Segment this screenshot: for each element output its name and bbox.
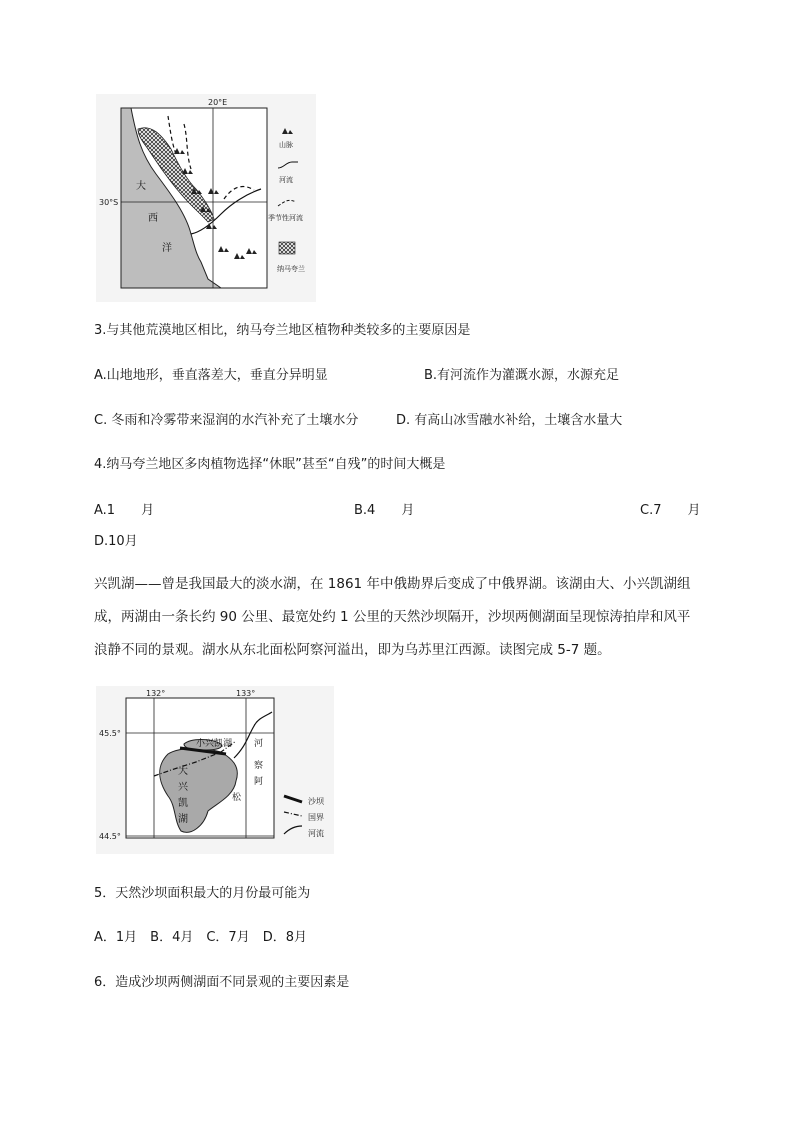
big-lake-char-1: 大 xyxy=(178,766,188,777)
ocean-char-2: 西 xyxy=(148,213,158,224)
q3-stem: 3.与其他荒漠地区相比，纳马夸兰地区植物种类较多的主要原因是 xyxy=(94,323,471,338)
ocean-char-3: 洋 xyxy=(162,243,172,254)
q4-option-a: A.1 月 xyxy=(94,503,155,518)
big-lake-char-3: 凯 xyxy=(178,798,188,809)
map1-legend xyxy=(268,128,305,273)
legend-river-label: 河流 xyxy=(279,176,293,184)
legend-border-label: 国界 xyxy=(308,813,324,822)
legend-seasonal-icon xyxy=(278,200,296,206)
q4-option-d: D.10月 xyxy=(94,534,138,549)
legend-river-icon-2 xyxy=(284,826,302,834)
xingkai-map xyxy=(96,686,334,854)
legend-seasonal-label: 季节性河流 xyxy=(268,214,303,222)
legend-mountain-label: 山脉 xyxy=(279,141,293,149)
legend-border-icon xyxy=(284,812,302,816)
q3-option-c: C. 冬雨和冷雾带来湿润的水汽补充了土壤水分 xyxy=(94,413,359,428)
legend-namaqualand-label: 纳马夸兰 xyxy=(277,265,305,273)
lon-label-132: 132° xyxy=(146,689,166,698)
map2-legend xyxy=(284,796,325,838)
legend-river-label-2: 河流 xyxy=(308,829,324,838)
legend-sandbar-icon xyxy=(284,796,302,802)
river-char-2: 察 xyxy=(254,761,264,771)
lat-label-45-5: 45.5° xyxy=(99,729,121,738)
legend-namaqualand-icon xyxy=(279,242,295,254)
lat-label-44-5: 44.5° xyxy=(99,832,121,841)
legend-mountain-icon xyxy=(282,128,293,134)
legend-river-icon xyxy=(278,162,298,168)
lat-label: 30°S xyxy=(99,198,119,207)
q4-option-b: B.4 月 xyxy=(354,503,415,518)
q4-stem: 4.纳马夸兰地区多肉植物选择“休眠”甚至“自残”的时间大概是 xyxy=(94,457,446,472)
xingkai-map-figure xyxy=(96,686,334,854)
river-char-1: 河 xyxy=(254,739,264,749)
big-lake-char-4: 湖 xyxy=(178,814,188,825)
q3-option-d: D. 有高山冰雪融水补给，土壤含水量大 xyxy=(396,413,623,428)
namaqualand-map-figure xyxy=(96,94,316,302)
big-lake-char-2: 兴 xyxy=(178,782,188,793)
river-char-3: 阿 xyxy=(254,777,264,787)
q3-option-a: A.山地地形，垂直落差大，垂直分异明显 xyxy=(94,368,328,383)
lon-label: 20°E xyxy=(208,98,228,107)
lon-label-133: 133° xyxy=(236,689,256,698)
ocean-char-1: 大 xyxy=(136,181,146,192)
q6-stem: 6．造成沙坝两侧湖面不同景观的主要因素是 xyxy=(94,975,350,990)
legend-sandbar-label: 沙坝 xyxy=(308,797,324,806)
q5-options: A．1月 B．4月 C．7月 D．8月 xyxy=(94,930,307,945)
q5-stem: 5．天然沙坝面积最大的月份最可能为 xyxy=(94,886,311,901)
q3-option-b: B.有河流作为灌溉水源，水源充足 xyxy=(424,368,620,383)
namaqualand-map xyxy=(96,94,316,302)
small-lake-label: 小兴凯湖 xyxy=(196,739,233,749)
q4-option-c: C.7 月 xyxy=(640,503,701,518)
river-char-4: 松 xyxy=(232,793,242,803)
xingkai-passage: 兴凯湖——曾是我国最大的淡水湖，在 1861 年中俄勘界后变成了中俄界湖。该湖由大、小兴凯湖组成，两湖由一条长约 90 公里、最宽处约 1 公里的天然沙坝隔开，沙坝两侧湖面呈现惊涛拍岸和风平浪静不同的景观。湖水从东北面松阿察河溢出，即为乌苏里江西源。读图完成 5-7 题。 xyxy=(94,576,691,658)
